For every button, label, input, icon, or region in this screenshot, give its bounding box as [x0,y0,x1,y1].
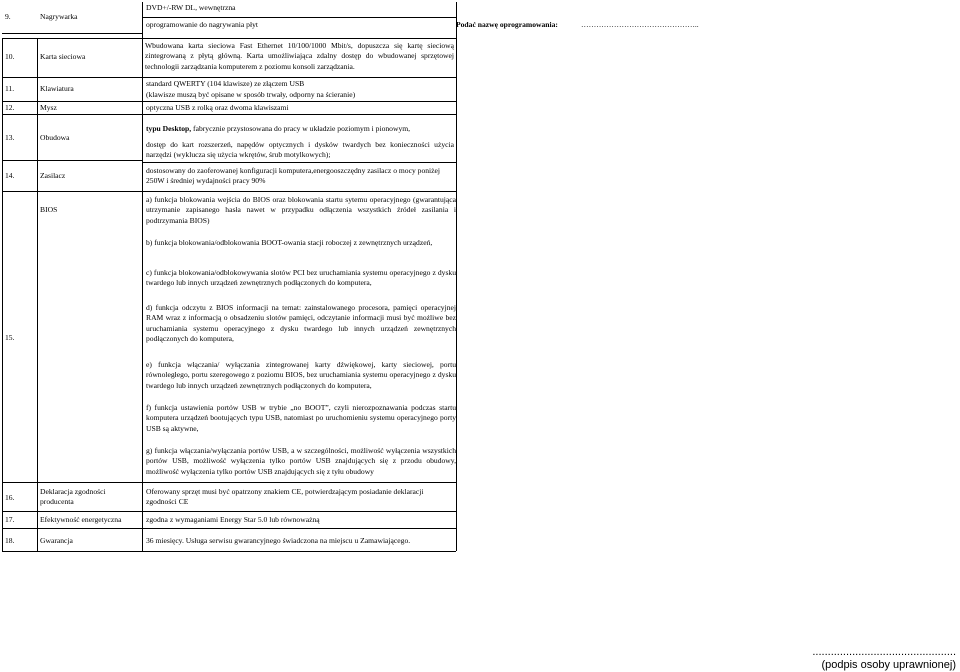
row-border [2,160,142,161]
bios-feature-f: f) funkcja ustawienia portów USB w trybie „no BOOT”, czyli nierozpoznawania podczas startu komputera urządzeń bootujących typu USB, natomiast po uruchomieniu systemu operacyjnego porty USB są aktywne, [146,403,456,433]
row-description: zgodna z wymaganiami Energy Star 5.0 lub równoważną [146,515,320,524]
row-name: BIOS [40,205,58,214]
row-border [2,528,456,529]
row-description: optyczna USB z rolką oraz dwoma klawiszami [146,103,289,112]
row-number: 15. [5,333,15,342]
row-description: dostosowany do zaoferowanej konfiguracji komputera,energooszczędny zasilacz o mocy poniżej 250W i średniej wydajności pracy 90% [146,166,441,186]
row-border [142,162,456,163]
row-name: Klawiatura [40,84,74,93]
row-border [2,191,456,192]
row-description: Oferowany sprzęt musi być opatrzony znakiem CE, potwierdzającym posiadanie deklaracji zgodności CE [146,487,424,507]
row-description: (klawisze muszą być opisane w sposób trwały, odporny na ścieranie) [146,90,356,99]
row-border [142,17,456,18]
row-description: dostęp do kart rozszerzeń, napędów optycznych i dysków twardych bez konieczności użycia narzędzi (wyklucza się użycia wkrętów, śrub motylkowych); [146,140,454,160]
row-border [2,511,456,512]
row-description [146,124,410,134]
row-name: Mysz [40,103,57,112]
case-type-rest: fabrycznie przystosowana do pracy w układzie poziomym i pionowym, [191,124,411,133]
software-name-label: Podać nazwę oprogramowania: [456,20,558,29]
row-description: oprogramowanie do nagrywania płyt [146,20,258,29]
row-border [2,482,456,483]
row-number: 13. [5,133,15,142]
row-name: Deklaracja zgodności producenta [40,487,106,507]
bios-feature-c: c) funkcja blokowania/odblokowywania slotów PCI bez uruchamiania systemu operacyjnego z dysku twardego lub innych urządzeń zewnętrznych podłączonych do komputera, [146,268,456,288]
row-number: 14. [5,171,15,180]
row-description: 36 miesięcy. Usługa serwisu gwarancyjnego świadczona na miejscu u Zamawiającego. [146,536,411,545]
row-number: 18. [5,536,15,545]
row-name: Zasilacz [40,171,66,180]
row-number: 16. [5,493,15,502]
row-border [2,33,142,34]
row-border [2,101,456,102]
row-number: 9. [5,12,11,21]
bios-feature-g: g) funkcja włączania/wyłączania portów USB, a w szczególności, możliwość wyłączenia wszystkich portów USB, możliwość wyłączenia tylko portów USB znajdujących się z przodu obudowy, możliwość wyłączenia tylko portów USB znajdujących się z tyłu obudowy [146,446,456,476]
row-description: DVD+/-RW DL, wewnętrzna [146,3,236,12]
row-description: Wbudowana karta sieciowa Fast Ethernet 10/100/1000 Mbit/s, dopuszcza się kartę sieciową zintegrowaną z płytą główną. Karta umożliwiająca zdalny dostęp do wbudowanej sprzętowej technologii zarządzania komputerem z poziomu konsoli zarządzania. [145,41,454,71]
row-border [2,38,456,39]
row-number: 11. [5,84,15,93]
table-border-left [2,38,3,551]
row-name: Nagrywarka [40,12,78,21]
row-border [2,551,456,552]
table-border-right [456,2,457,551]
software-name-field[interactable]: ……………………………………….. [581,20,699,29]
row-name: Obudowa [40,133,70,142]
row-number: 12. [5,103,15,112]
bios-feature-d: d) funkcja odczytu z BIOS informacji na temat: zainstalowanego procesora, pamięci operacyjnej RAM wraz z informacją o obsadzeniu slotów pamięci, odczytanie informacji musi być możliwe bez uruchamiania systemu operacyjnego z dysku twardego lub innych urządzeń zewnętrznych podłączonych do komputera, [146,303,456,343]
bios-feature-e: e) funkcja włączania/ wyłączania zintegrowanej karty dźwiękowej, karty sieciowej, portu równoległego, portu szeregowego z poziomu BIOS, bez uruchamiania systemu operacyjnego z dysku twardego lub innych urządzeń zewnętrznych podłączonych do komputera, [146,360,456,390]
row-border [2,114,456,115]
bios-feature-b: b) funkcja blokowania/odblokowania BOOT-owania stacji roboczej z zewnętrznych urządzeń, [146,238,433,247]
column-divider [37,38,38,551]
case-type: typu Desktop, [146,124,192,133]
row-border [2,77,456,78]
signature-line: ............................................... [812,646,956,658]
signature-label: (podpis osoby uprawnionej) [821,658,956,671]
bios-feature-a: a) funkcja blokowania wejścia do BIOS oraz blokowania startu sytemu operacyjnego (gwarantująca utrzymanie zapisanego hasła nawet w przypadku odłączenia wszystkich źródeł zasilania i podtrzymania BIOS) [146,195,456,225]
row-name: Efektywność energetyczna [40,515,122,524]
row-number: 17. [5,515,15,524]
signature-block [812,646,956,671]
column-divider [142,2,143,551]
row-number: 10. [5,52,15,61]
row-description: standard QWERTY (104 klawisze) ze złączem USB [146,79,305,88]
row-name: Gwarancja [40,536,73,545]
row-name: Karta sieciowa [40,52,86,61]
